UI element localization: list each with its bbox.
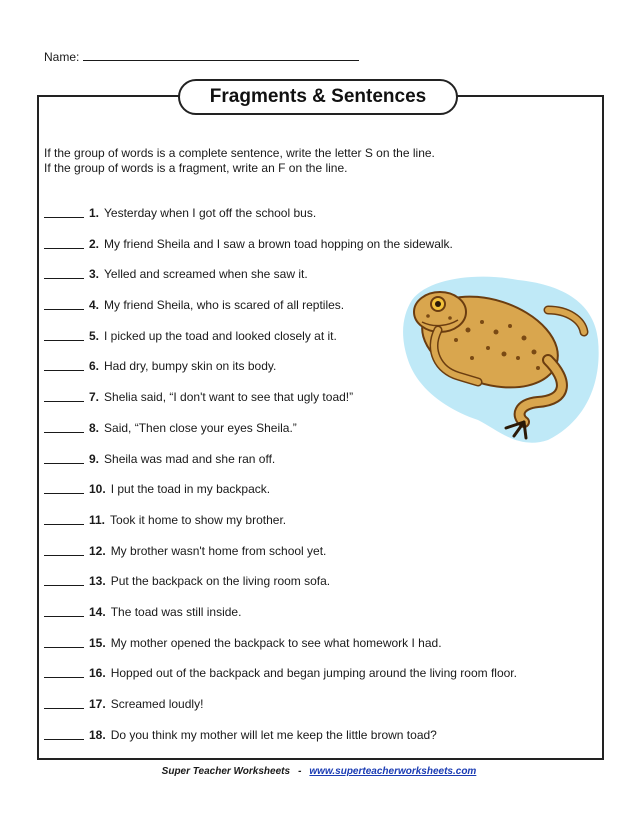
answer-blank[interactable] (44, 513, 84, 525)
question-item (44, 636, 517, 667)
answer-blank[interactable] (44, 544, 84, 556)
question-number: 14. (89, 604, 106, 619)
answer-blank[interactable] (44, 421, 84, 433)
answer-blank[interactable] (44, 666, 84, 678)
answer-blank[interactable] (44, 359, 84, 371)
answer-blank[interactable] (44, 697, 84, 709)
question-number: 1. (89, 206, 100, 220)
answer-blank[interactable] (44, 267, 84, 279)
question-text: Screamed loudly! (110, 697, 204, 711)
question-text: My friend Sheila and I saw a brown toad hopping on the sidewalk. (104, 236, 453, 251)
question-item (44, 605, 517, 636)
question-number: 9. (89, 451, 100, 466)
question-item (44, 697, 517, 728)
footer-separator: - (298, 766, 302, 777)
question-item (44, 666, 517, 697)
question-number: 7. (89, 390, 100, 405)
name-label: Name: (44, 50, 80, 64)
question-number: 5. (89, 328, 100, 343)
question-text: I put the toad in my backpack. (110, 482, 271, 497)
question-number: 12. (89, 543, 106, 558)
answer-blank[interactable] (44, 636, 84, 648)
question-item (44, 728, 517, 759)
question-item (44, 574, 517, 605)
answer-blank[interactable] (44, 605, 84, 617)
answer-blank[interactable] (44, 390, 84, 402)
worksheet-title: Fragments & Sentences (209, 86, 427, 107)
answer-blank[interactable] (44, 298, 84, 310)
question-item (44, 544, 517, 575)
question-item (44, 513, 517, 544)
question-number: 3. (89, 267, 100, 282)
question-text: Yelled and screamed when she saw it. (104, 267, 308, 282)
question-text: Said, “Then close your eyes Sheila.” (104, 420, 297, 435)
question-number: 6. (89, 359, 100, 374)
question-text: Had dry, bumpy skin on its body. (104, 359, 277, 374)
footer-brand: Super Teacher Worksheets (161, 766, 291, 777)
question-number: 15. (89, 635, 106, 650)
question-number: 10. (89, 482, 106, 497)
footer (0, 766, 638, 777)
footer-website-link[interactable]: www.superteacherworksheets.com (309, 766, 477, 777)
question-number: 13. (89, 574, 106, 589)
question-text: The toad was still inside. (110, 604, 242, 619)
toad-illustration-icon (398, 270, 602, 450)
name-line[interactable] (83, 50, 359, 61)
question-item (44, 206, 517, 237)
worksheet-title-pill (178, 79, 458, 115)
question-text: My friend Sheila, who is scared of all reptiles. (104, 298, 345, 313)
question-number: 4. (89, 298, 100, 313)
question-text: My brother wasn't home from school yet. (110, 543, 327, 558)
question-text: I picked up the toad and looked closely at it. (104, 328, 337, 343)
question-item (44, 237, 517, 268)
answer-blank[interactable] (44, 452, 84, 464)
question-text: Sheila was mad and she ran off. (104, 451, 276, 466)
answer-blank[interactable] (44, 206, 84, 218)
instruction-line-2: If the group of words is a fragment, write an F on the line. (44, 161, 348, 175)
answer-blank[interactable] (44, 574, 84, 586)
instruction-line-1: If the group of words is a complete sentence, write the letter S on the line. (44, 146, 435, 160)
question-text: Took it home to show my brother. (110, 512, 287, 527)
instructions (44, 146, 435, 176)
question-text: Hopped out of the backpack and began jumping around the living room floor. (110, 666, 517, 681)
name-field-row (44, 50, 359, 64)
question-text: My mother opened the backpack to see what homework I had. (110, 635, 442, 650)
question-number: 2. (89, 236, 100, 251)
question-number: 17. (89, 697, 106, 711)
question-text: Put the backpack on the living room sofa. (110, 574, 331, 589)
question-text: Shelia said, “I don't want to see that ugly toad!” (104, 390, 354, 405)
answer-blank[interactable] (44, 329, 84, 341)
question-item (44, 452, 517, 483)
question-text: Yesterday when I got off the school bus. (104, 206, 317, 220)
question-number: 8. (89, 420, 100, 435)
question-number: 11. (89, 512, 106, 527)
answer-blank[interactable] (44, 237, 84, 249)
question-number: 18. (89, 727, 106, 742)
answer-blank[interactable] (44, 482, 84, 494)
question-number: 16. (89, 666, 106, 681)
question-item (44, 482, 517, 513)
question-text: Do you think my mother will let me keep the little brown toad? (110, 727, 437, 742)
answer-blank[interactable] (44, 728, 84, 740)
